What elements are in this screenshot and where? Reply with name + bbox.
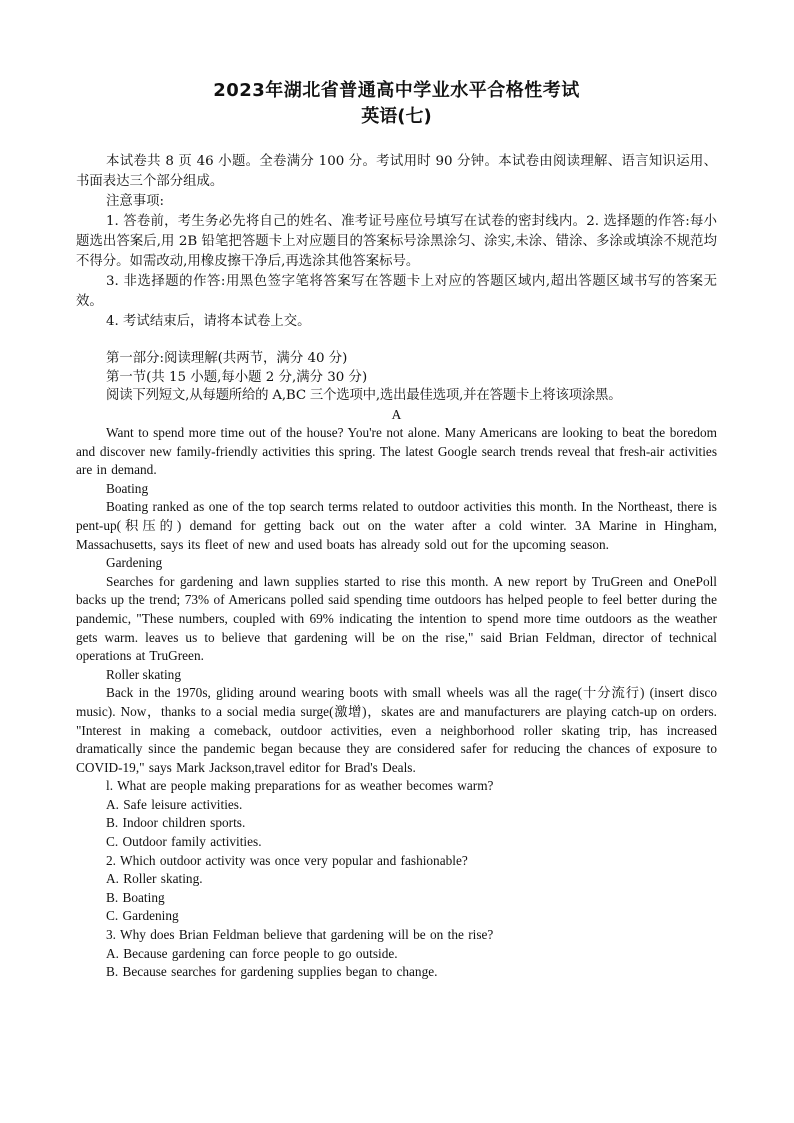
part1-section: 第一节(共 15 小题,每小题 2 分,满分 30 分): [106, 369, 368, 385]
question-1-option-a: A. Safe leisure activities.: [106, 796, 243, 812]
section-text-gardening: Searches for gardening and lawn supplies started to rise this month. A new report by TruGreen and OnePoll backs up the trend; 73% of Americans polled said spending time outdoors has helped people to feel better during the pandemic, "These numbers, coupled with 69% indicating the intention to spend more time outdoors as the weather gets warm. leaves us to believe that gardening will be on the rise," said Brian Feldman, director of technical operations at TruGreen.: [76, 573, 717, 664]
question-2-option-a: A. Roller skating.: [106, 871, 203, 887]
section-text-roller-skating: Back in the 1970s, gliding around wearing boots with small wheels was all the rage(十分流行) (insert disco music). Now，thanks to a social media surge(激增)，skates are and manufacturers are playing catch-up on orders. "Interest in making a comeback, outdoor activities, even a neighborhood roller skating trip, has increased dramatically since the pandemic began because they are considered safer for reducing the chances of exposure to COVID-19," says Mark Jackson,travel editor for Brad's Deals.: [76, 685, 717, 775]
exam-title: 2023年湖北省普通高中学业水平合格性考试: [213, 80, 580, 101]
part1-title: [76, 350, 717, 369]
notice-title: 注意事项:: [106, 194, 165, 209]
question-1-option-b: B. Indoor children sports.: [106, 815, 246, 831]
question-2-option-c: C. Gardening: [106, 908, 179, 924]
question-3-stem: 3. Why does Brian Feldman believe that gardening will be on the rise?: [106, 927, 494, 943]
section-text-boating: Boating ranked as one of the top search terms related to outdoor activities this month. In the Northeast, there is pent-up(积压的) demand for getting back out on the water after a cold winter. 3A Marine in Hingham, Massachusetts, says its fleet of new and used boats has already sold out for the upcoming season.: [76, 499, 717, 552]
notice-item-3: 4. 考试结束后，请将本试卷上交。: [106, 314, 311, 329]
question-1-option-c: C. Outdoor family activities.: [106, 834, 262, 850]
question-2-option-b: B. Boating: [106, 889, 165, 905]
exam-intro: 本试卷共 8 页 46 小题。全卷满分 100 分。考试用时 90 分钟。本试卷由阅读理解、语言知识运用、书面表达三个部分组成。: [76, 154, 717, 189]
section-heading-gardening: Gardening: [106, 555, 163, 571]
part1-directions: 阅读下列短文,从每题所给的 A,BC 三个选项中,选出最佳选项,并在答题卡上将该项涂黑。: [106, 388, 622, 403]
question-1-stem: l. What are people making preparations for as weather becomes warm?: [106, 778, 494, 794]
question-2-stem: 2. Which outdoor activity was once very popular and fashionable?: [106, 852, 468, 868]
part1-title-text: 第一部分:阅读理解(共两节，满分 40 分): [106, 351, 348, 366]
notice-item-1: 1. 答卷前，考生务必先将自己的姓名、准考证号座位号填写在试卷的密封线内。2. 选择题的作答:每小题选出答案后,用 2B 铅笔把答题卡上对应题目的答案标号涂黑涂匀、涂实,未涂、错涂、多涂或填涂不规范均不得分。如需改动,用橡皮擦干净后,再选涂其他答案标号。: [76, 214, 717, 269]
question-3-option-a: A. Because gardening can force people to go outside.: [106, 945, 398, 961]
spacer: [76, 332, 717, 350]
notice-item-2: 3. 非选择题的作答:用黑色签字笔将答案写在答题卡上对应的答题区域内,超出答题区域书写的答案无效。: [76, 274, 717, 309]
section-heading-roller-skating: Roller skating: [106, 666, 181, 682]
question-3-option-b: B. Because searches for gardening supplies began to change.: [106, 964, 438, 980]
passage-letter: A: [391, 406, 402, 422]
exam-subtitle: 英语(七): [361, 106, 432, 127]
section-heading-boating: Boating: [106, 480, 149, 496]
passage-intro: Want to spend more time out of the house? You're not alone. Many Americans are looking to beat the boredom and discover new family-friendly activities this spring. The latest Google search trends reveal that fresh-air activities are in demand.: [76, 425, 717, 478]
